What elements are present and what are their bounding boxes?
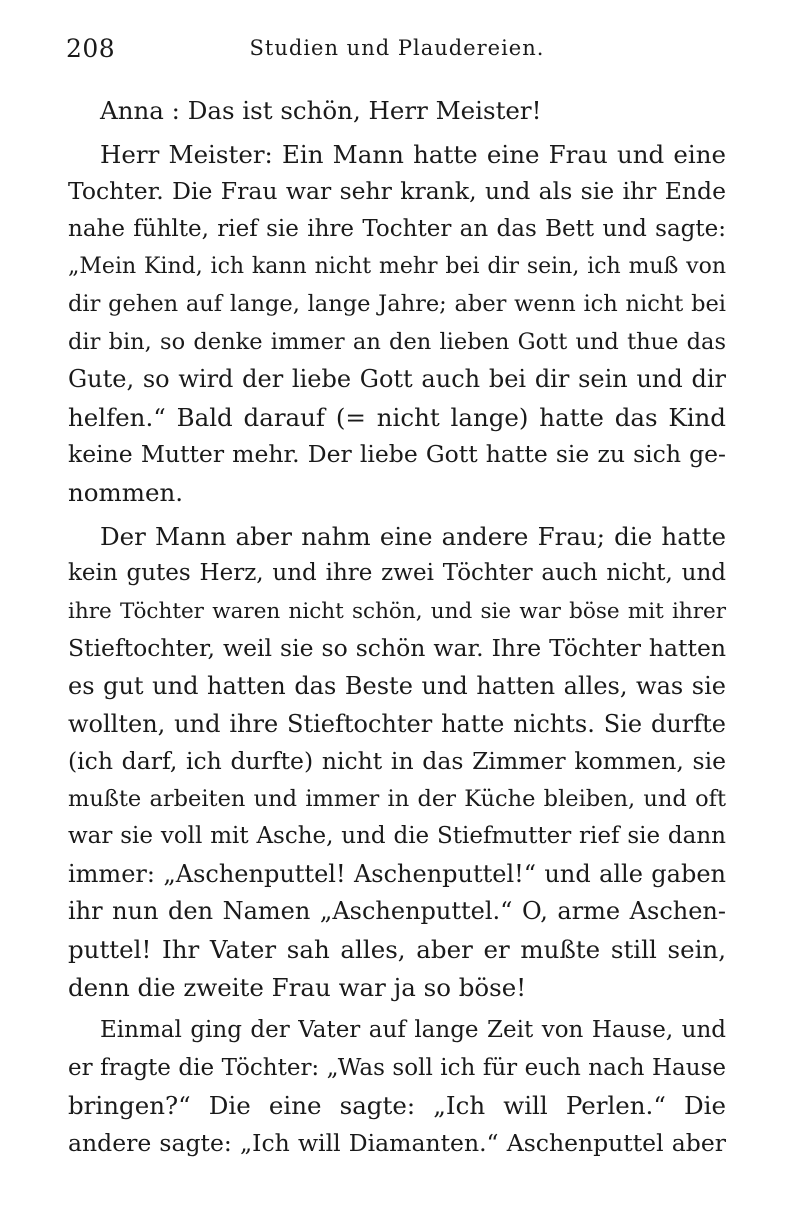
text-line: war sie voll mit Asche, und die Stiefmutter rief sie dann — [68, 823, 726, 850]
text-line: andere sagte: „Ich will Diamanten.“ Aschenputtel aber — [68, 1129, 726, 1158]
text-line: puttel! Ihr Vater sah alles, aber er mußte still sein, — [68, 935, 726, 965]
text-line: Einmal ging der Vater auf lange Zeit von Hause, und — [100, 1017, 726, 1044]
text-line: Tochter. Die Frau war sehr krank, und als sie ihr Ende — [68, 177, 726, 206]
text-line: nahe fühlte, rief sie ihre Tochter an das Bett und sagte: — [68, 215, 726, 242]
text-line: Stieftochter, weil sie so schön war. Ihre Töchter hatten — [68, 634, 726, 663]
text-line: nommen. — [68, 477, 184, 507]
text-line: keine Mutter mehr. Der liebe Gott hatte sie zu sich ge- — [68, 440, 726, 469]
text-body — [68, 92, 726, 1163]
text-line: bringen?“ Die eine sagte: „Ich will Perlen.“ Die — [68, 1091, 726, 1121]
text-line: Herr Meister: Ein Mann hatte eine Frau und eine — [100, 139, 726, 169]
running-head — [66, 34, 728, 74]
text-line: helfen.“ Bald darauf (= nicht lange) hatte das Kind — [68, 402, 726, 432]
text-line: wollten, und ihre Stieftochter hatte nichts. Sie durfte — [68, 709, 726, 738]
text-line: Anna : Das ist schön, Herr Meister! — [100, 96, 542, 125]
text-line: es gut und hatten das Beste und hatten alles, was sie — [68, 671, 726, 700]
text-line: mußte arbeiten und immer in der Küche bleiben, und oft — [68, 785, 726, 812]
text-line: „Mein Kind, ich kann nicht mehr bei dir sein, ich muß von — [68, 254, 726, 280]
page-number: 208 — [66, 34, 116, 63]
text-line: ihr nun den Namen „Aschenputtel.“ O, arme Aschen- — [68, 897, 726, 926]
text-line: denn die zweite Frau war ja so böse! — [68, 972, 527, 1002]
text-line: kein gutes Herz, und ihre zwei Töchter auch nicht, und — [68, 560, 726, 587]
text-line: (ich darf, ich durfte) nicht in das Zimmer kommen, sie — [68, 747, 726, 776]
running-title: Studien und Plaudereien. — [249, 36, 545, 60]
text-line: ihre Töchter waren nicht schön, und sie war böse mit ihrer — [68, 598, 726, 624]
text-line: Der Mann aber nahm eine andere Frau; die hatte — [100, 521, 726, 551]
text-line: dir bin, so denke immer an den lieben Gott und thue das — [68, 328, 726, 355]
text-line: dir gehen auf lange, lange Jahre; aber wenn ich nicht bei — [68, 290, 726, 317]
text-line: Gute, so wird der liebe Gott auch bei dir sein und dir — [68, 365, 726, 394]
text-line: immer: „Aschenputtel! Aschenputtel!“ und alle gaben — [68, 859, 726, 888]
text-line: er fragte die Töchter: „Was soll ich für euch nach Hause — [68, 1054, 726, 1081]
